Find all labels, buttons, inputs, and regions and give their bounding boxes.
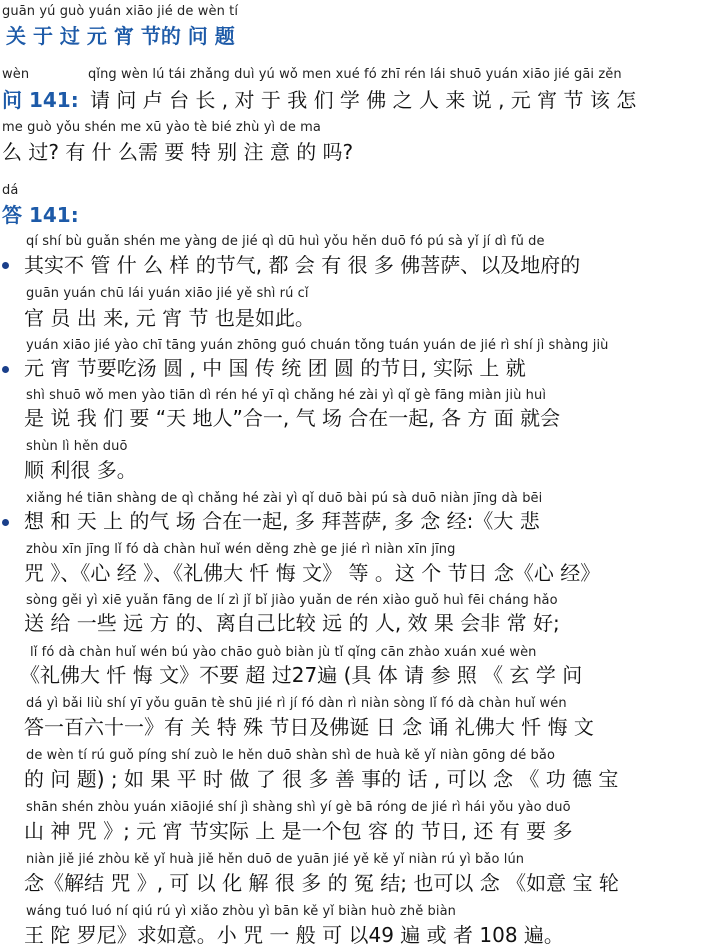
answer-p3-line-8-pinyin: niàn jiě jié zhòu kě yǐ huà jiě hěn duō de yuān jié yě kě yǐ niàn rú yì bǎo lún — [26, 852, 525, 867]
question-line-2: 么 过? 有 什 么需 要 特 别 注 意 的 吗? — [2, 140, 354, 164]
question-line-1: 请 问 卢 台 长 , 对 于 我 们 学 佛 之 人 来 说 , 元 宵 节 该 怎 — [90, 88, 637, 112]
answer-p3-line-4-pinyin: lǐ fó dà chàn huǐ wén bú yào chāo guò biàn jù tǐ qǐng cān zhào xuán xué wèn — [30, 645, 537, 660]
answer-p2-line-3: 顺 利很 多。 — [24, 458, 137, 482]
page-title: 关 于 过 元 宵 节的 问 题 — [6, 24, 235, 48]
answer-p2-line-2-pinyin: shì shuō wǒ men yào tiān dì rén hé yī qì chǎng hé zài yì qǐ gè fāng miàn jiù huì — [26, 388, 547, 403]
answer-label-pinyin: dá — [2, 183, 19, 198]
answer-p3-line-4: 《礼佛大 忏 悔 文》不要 超 过27遍 (具 体 请 参 照 《 玄 学 问 — [20, 663, 583, 687]
answer-p2-line-1: 元 宵 节要吃汤 圆 , 中 国 传 统 团 圆 的节日, 实际 上 就 — [24, 356, 526, 380]
question-label: 问 141: — [2, 88, 79, 112]
answer-p3-line-8: 念《解结 咒 》, 可 以 化 解 很 多 的 冤 结; 也可以 念 《如意 宝 轮 — [24, 871, 619, 895]
bullet-icon — [2, 519, 9, 526]
answer-p3-line-9: 王 陀 罗尼》求如意。小 咒 一 般 可 以49 遍 或 者 108 遍。 — [24, 923, 564, 947]
answer-p3-line-1: 想 和 天 上 的气 场 合在一起, 多 拜菩萨, 多 念 经:《大 悲 — [24, 509, 540, 533]
answer-p3-line-6-pinyin: de wèn tí rú guǒ píng shí zuò le hěn duō shàn shì de huà kě yǐ niàn gōng dé bǎo — [26, 748, 556, 763]
bullet-icon — [2, 366, 9, 373]
answer-p2-line-3-pinyin: shùn lì hěn duō — [26, 439, 128, 454]
question-line-2-pinyin: me guò yǒu shén me xū yào tè bié zhù yì de ma — [2, 120, 321, 135]
answer-p1-line-2-pinyin: guān yuán chū lái yuán xiāo jié yě shì rú cǐ — [26, 286, 309, 301]
answer-p2-line-2: 是 说 我 们 要 “天 地人”合一, 气 场 合在一起, 各 方 面 就会 — [24, 406, 561, 430]
answer-p3-line-2-pinyin: zhòu xīn jīng lǐ fó dà chàn huǐ wén děng zhè ge jié rì niàn xīn jīng — [26, 542, 456, 557]
answer-p3-line-6: 的 问 题) ; 如 果 平 时 做 了 很 多 善 事的 话 , 可以 念 《 功 德 宝 — [24, 767, 619, 791]
answer-p3-line-9-pinyin: wáng tuó luó ní qiú rú yì xiǎo zhòu yì bān kě yǐ biàn huò zhě biàn — [26, 904, 456, 919]
answer-p3-line-1-pinyin: xiǎng hé tiān shàng de qì chǎng hé zài yì qǐ duō bài pú sà duō niàn jīng dà bēi — [26, 491, 543, 506]
question-line-1-pinyin: qǐng wèn lú tái zhǎng duì yú wǒ men xué fó zhī rén lái shuō yuán xiāo jié gāi zěn — [88, 67, 622, 82]
answer-p3-line-3-pinyin: sòng gěi yì xiē yuǎn fāng de lí zì jǐ bǐ jiào yuǎn de rén xiào guǒ huì fēi cháng hǎo — [26, 593, 558, 608]
answer-p3-line-7-pinyin: shān shén zhòu yuán xiāojié shí jì shàng shì yí gè bā róng de jié rì hái yǒu yào duō — [26, 800, 571, 815]
answer-p1-line-1-pinyin: qí shí bù guǎn shén me yàng de jié qì dū huì yǒu hěn duō fó pú sà yǐ jí dì fǔ de — [26, 234, 545, 249]
title-pinyin: guān yú guò yuán xiāo jié de wèn tí — [2, 4, 239, 19]
answer-p1-line-2: 官 员 出 来, 元 宵 节 也是如此。 — [24, 306, 315, 330]
answer-p1-line-1: 其实不 管 什 么 样 的节气, 都 会 有 很 多 佛菩萨、以及地府的 — [24, 253, 581, 277]
answer-p3-line-5: 答一百六十一》有 关 特 殊 节日及佛诞 日 念 诵 礼佛大 忏 悔 文 — [24, 715, 594, 739]
question-label-pinyin: wèn — [2, 67, 30, 82]
answer-p3-line-5-pinyin: dá yì bǎi liù shí yī yǒu guān tè shū jié rì jí fó dàn rì niàn sòng lǐ fó dà chàn huǐ wén — [26, 696, 567, 711]
answer-p3-line-2: 咒 》、《心 经 》、《礼佛大 忏 悔 文》 等 。这 个 节日 念《心 经》 — [24, 561, 601, 585]
bullet-icon — [2, 262, 9, 269]
answer-p2-line-1-pinyin: yuán xiāo jié yào chī tāng yuán zhōng guó chuán tǒng tuán yuán de jié rì shí jì shàng jiù — [26, 338, 609, 353]
answer-p3-line-3: 送 给 一些 远 方 的、离自己比较 远 的 人, 效 果 会非 常 好; — [24, 611, 560, 635]
answer-p3-line-7: 山 神 咒 》; 元 宵 节实际 上 是一个包 容 的 节日, 还 有 要 多 — [24, 819, 573, 843]
answer-label: 答 141: — [2, 203, 79, 227]
